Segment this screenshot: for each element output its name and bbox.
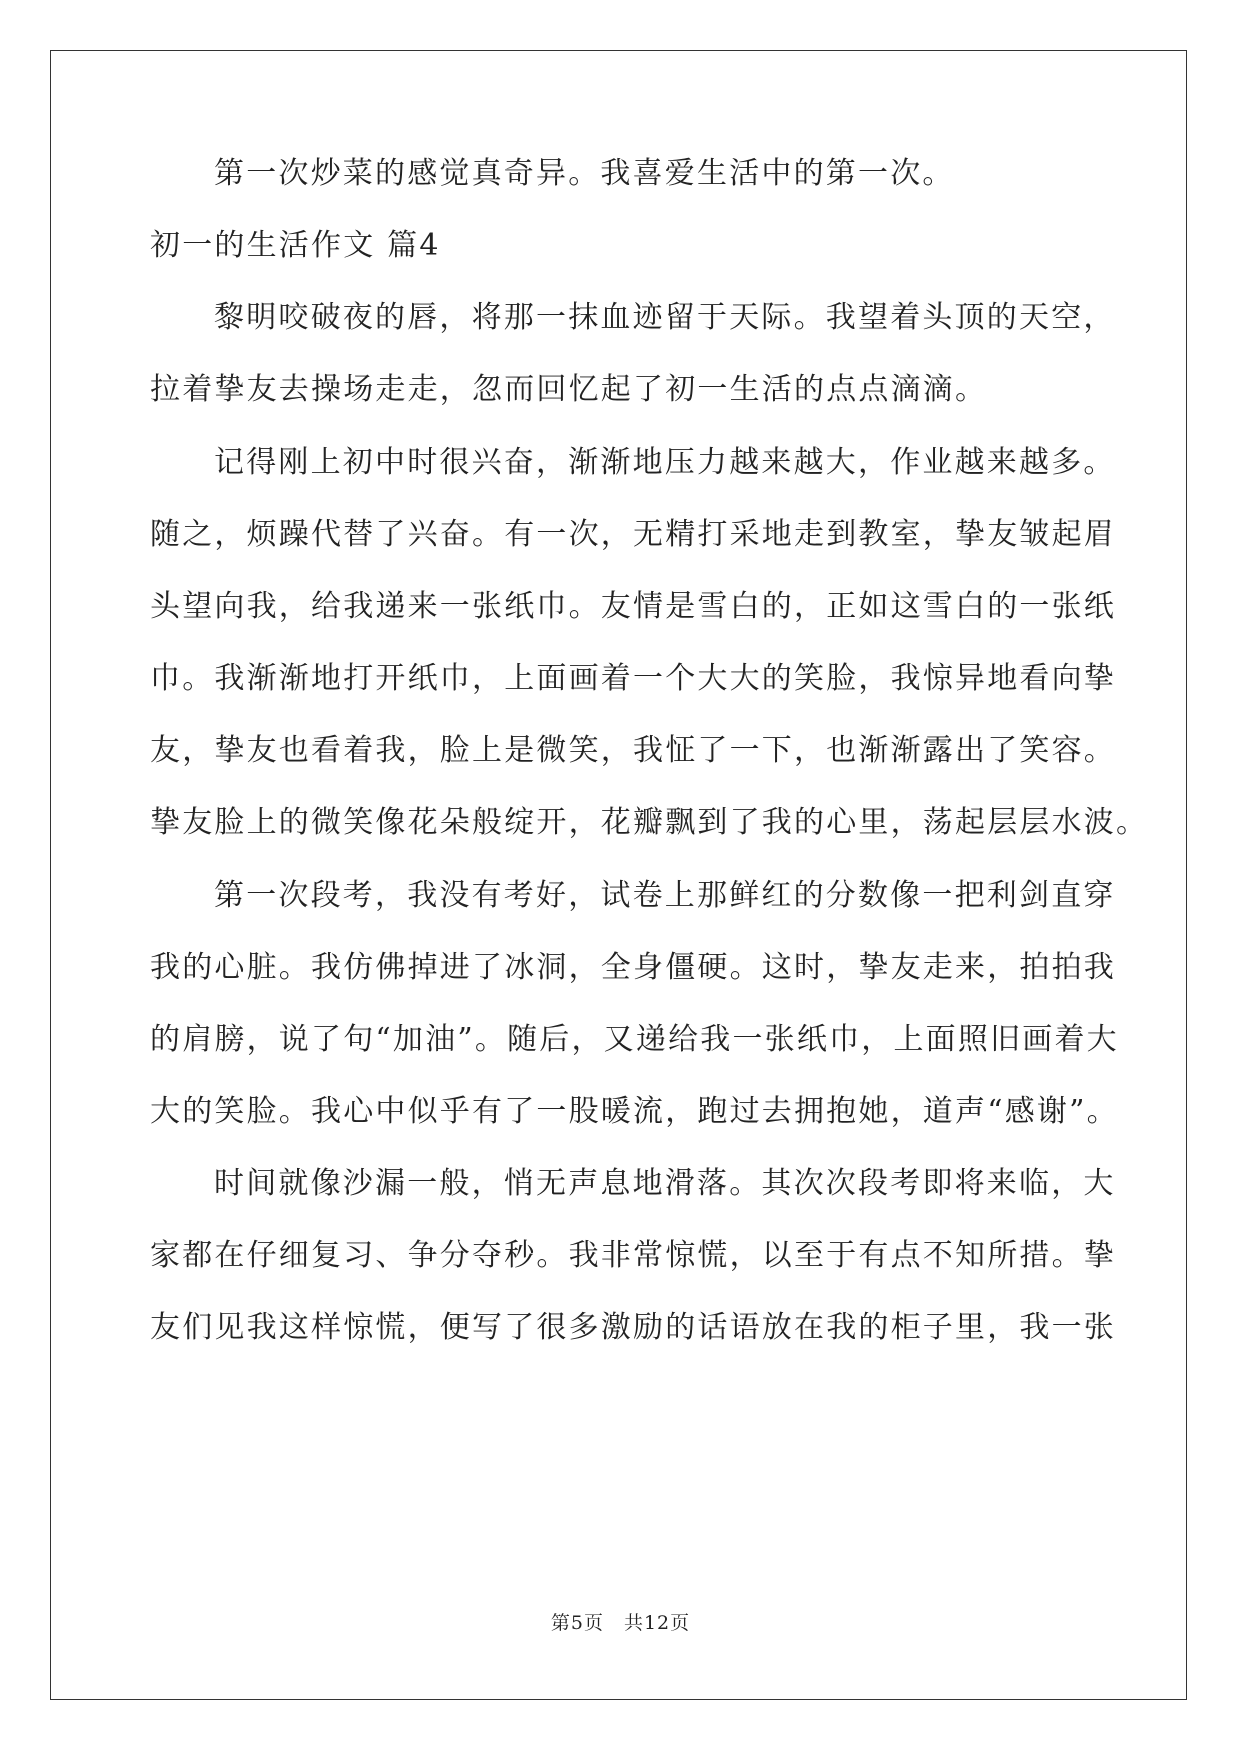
text-line: 时间就像沙漏一般，悄无声息地滑落。其次次段考即将来临，大 xyxy=(214,1166,1116,1201)
text-line: 我的心脏。我仿佛掉进了冰洞，全身僵硬。这时，挚友走来，拍拍我 xyxy=(150,950,1116,985)
text-line: 第一次段考，我没有考好，试卷上那鲜红的分数像一把利剑直穿 xyxy=(214,878,1116,913)
text-line: 家都在仔细复习、争分夺秒。我非常惊慌，以至于有点不知所措。挚 xyxy=(150,1238,1116,1273)
text-line: 的肩膀，说了句“加油”。随后，又递给我一张纸巾，上面照旧画着大 xyxy=(150,1022,1119,1057)
text-line: 挚友脸上的微笑像花朵般绽开，花瓣飘到了我的心里，荡起层层水波。 xyxy=(150,805,1149,840)
text-line: 随之，烦躁代替了兴奋。有一次，无精打采地走到教室，挚友皱起眉 xyxy=(150,517,1116,552)
text-line: 第一次炒菜的感觉真奇异。我喜爱生活中的第一次。 xyxy=(214,156,955,191)
text-line: 友们见我这样惊慌，便写了很多激励的话语放在我的柜子里，我一张 xyxy=(150,1310,1116,1345)
text-line: 拉着挚友去操场走走，忽而回忆起了初一生活的点点滴滴。 xyxy=(150,372,988,407)
section-heading: 初一的生活作文 篇4 xyxy=(150,228,441,263)
text-line: 巾。我渐渐地打开纸巾，上面画着一个大大的笑脸，我惊异地看向挚 xyxy=(150,661,1116,696)
text-line: 头望向我，给我递来一张纸巾。友情是雪白的，正如这雪白的一张纸 xyxy=(150,589,1116,624)
text-line: 黎明咬破夜的唇，将那一抹血迹留于天际。我望着头顶的天空， xyxy=(214,300,1116,335)
text-line: 友，挚友也看着我，脸上是微笑，我怔了一下，也渐渐露出了笑容。 xyxy=(150,733,1116,768)
text-line: 大的笑脸。我心中似乎有了一股暖流，跑过去拥抱她，道声“感谢”。 xyxy=(150,1094,1119,1129)
text-line: 记得刚上初中时很兴奋，渐渐地压力越来越大，作业越来越多。 xyxy=(214,445,1116,480)
page-number-footer: 第5页 共12页 xyxy=(550,1612,691,1634)
